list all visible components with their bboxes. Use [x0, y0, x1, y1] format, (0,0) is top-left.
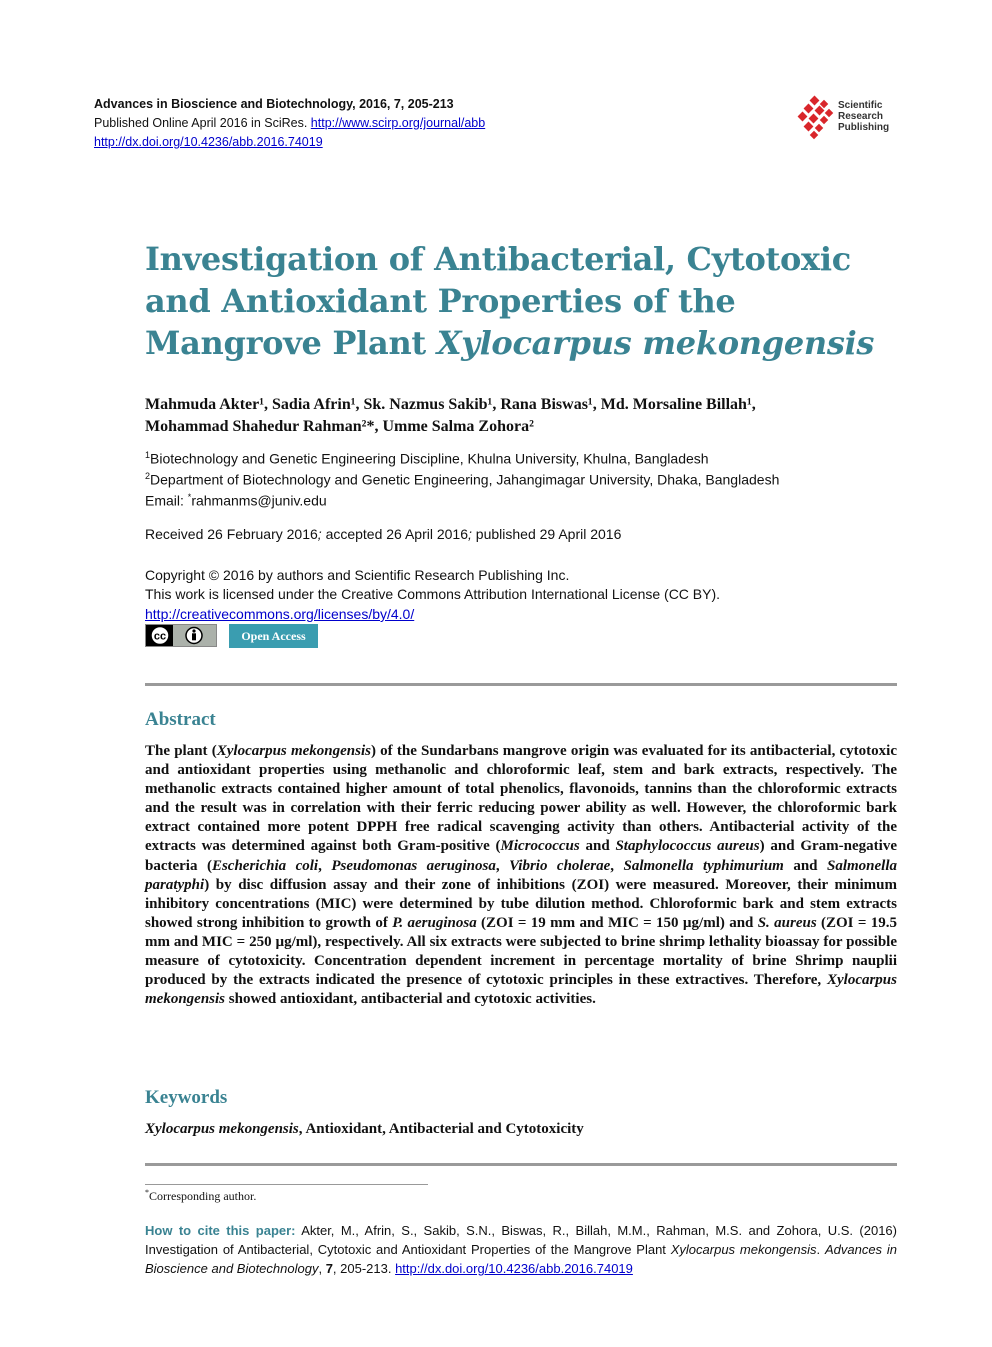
- abstract-heading: Abstract: [145, 709, 216, 730]
- publication-dates: [145, 526, 621, 542]
- cc-by-icon: [146, 625, 216, 646]
- footnote-text: Corresponding author.: [149, 1189, 257, 1203]
- section-divider: [145, 1163, 897, 1166]
- affiliation-2: [145, 467, 779, 489]
- author-list: [145, 394, 905, 438]
- title-line-1: Investigation of Antibacterial, Cytotoxic: [145, 240, 851, 278]
- publisher-name: [838, 100, 889, 133]
- publisher-logo: [797, 95, 907, 145]
- license-url-line: [145, 604, 414, 624]
- affiliation-1: [145, 446, 709, 468]
- affiliation-1-number: 1: [145, 450, 151, 460]
- footnote-rule: [145, 1184, 428, 1185]
- title-line-2: and Antioxidant Properties of the: [145, 282, 736, 320]
- citation-volume: 7: [325, 1261, 333, 1276]
- authors-line-2: Mohammad Shahedur Rahman²*, Umme Salma Zohora²: [145, 418, 534, 435]
- affiliation-2-text: Department of Biotechnology and Genetic Engineering, Jahangimagar University, Dhaka, Bangladesh: [150, 471, 780, 488]
- keywords-rest: , Antioxidant, Antibacterial and Cytotoxicity: [298, 1121, 584, 1137]
- cc-badge-text: cc: [153, 630, 167, 643]
- title-line-3: [145, 322, 905, 364]
- affiliation-2-number: 2: [145, 471, 151, 481]
- citation-doi-link[interactable]: http://dx.doi.org/10.4236/abb.2016.74019: [395, 1261, 633, 1276]
- email-mark: *: [187, 492, 192, 502]
- license-url-link[interactable]: http://creativecommons.org/licenses/by/4.0/: [145, 606, 415, 622]
- section-divider: [145, 683, 897, 686]
- cc-by-badge[interactable]: [145, 624, 217, 647]
- authors-line-1: Mahmuda Akter¹, Sadia Afrin¹, Sk. Nazmus Sakib¹, Rana Biswas¹, Md. Morsaline Billah¹,: [145, 396, 756, 413]
- affiliation-1-text: Biotechnology and Genetic Engineering Discipline, Khulna University, Khulna, Bangladesh: [150, 450, 709, 467]
- citation-block: How to cite this paper: Akter, M., Afrin, S., Sakib, S.N., Biswas, R., Billah, M.M., Rahman, M.S. and Zohora, U.S. (2016) Investigation of Antibacterial, Cytotoxic and Antioxidant Properties of the Mangrove Plant Xylocarpus mekongensis. Advances in Bioscience and Biotechnology, 7, 205-213. http://dx.doi.org/10.4236/abb.2016.74019: [145, 1223, 897, 1276]
- published-online-line: [94, 114, 485, 133]
- paper-title: [145, 238, 905, 364]
- open-access-badge[interactable]: Open Access: [229, 624, 318, 648]
- published-date: published 29 April 2016: [475, 526, 622, 542]
- license-line: This work is licensed under the Creative Commons Attribution International License (CC BY).: [145, 586, 721, 602]
- date-separator: ;: [317, 526, 326, 542]
- publisher-name-line1: Scientific: [838, 100, 883, 111]
- publisher-name-line3: Publishing: [838, 122, 890, 133]
- received-date: Received 26 February 2016: [145, 526, 318, 542]
- title-line-3-plain: Mangrove Plant: [145, 324, 437, 362]
- abstract-body: The plant (Xylocarpus mekongensis) of the Sundarbans mangrove origin was evaluated for its antibacterial, cytotoxic and antioxidant properties using methanolic and chloroformic leaf, stem and bark extracts, respectively. The methanolic extracts contained higher amount of total phenolics, flavonoids, tannins than the chloroformic extracts and the result was in correlation with their ferric reducing power ability as well. However, the chloroformic bark extract contained more potent DPPH free radical scavenging activity than others. Antibacterial activity of the extracts was determined against both Gram-positive (Micrococcus and Staphylococcus aureus) and Gram-negative bacteria (Escherichia coli, Pseudomonas aeruginosa, Vibrio cholerae, Salmonella typhimurium and Salmonella paratyphi) by disc diffusion assay and their zone of inhibitions (ZOI) were measured. Moreover, their minimum inhibitory concentrations (MIC) were determined by tube dilution method. Chloroformic bark and stem extracts showed strong inhibition to growth of P. aeruginosa (ZOI = 19 mm and MIC = 150 µg/ml) and S. aureus (ZOI = 19.5 mm and MIC = 250 µg/ml), respectively. All six extracts were subjected to brine shrimp lethality bioassay for possible measure of cytotoxicity. Concentration dependent increment in percentage mortality of brine Shrimp nauplii produced by the extracts indicated the presence of cytotoxic principles in these extractives. Therefore, Xylocarpus mekongensis showed antioxidant, antibacterial and cytotoxic activities.: [145, 743, 898, 1008]
- doi-line: [94, 133, 323, 152]
- accepted-date: accepted 26 April 2016: [325, 526, 469, 542]
- diamond-cluster-icon: [797, 95, 837, 141]
- published-prefix: Published Online April 2016 in SciRes.: [94, 116, 311, 130]
- keywords-list: [145, 1121, 897, 1138]
- email-address[interactable]: rahmanms@juniv.edu: [191, 492, 327, 509]
- keywords-heading: Keywords: [145, 1087, 228, 1108]
- date-separator: ;: [468, 526, 476, 542]
- corresponding-author-note: [145, 1188, 256, 1204]
- journal-citation: Advances in Bioscience and Biotechnology, 2016, 7, 205-213: [94, 97, 454, 111]
- footnote-mark: *: [145, 1188, 149, 1197]
- journal-url-link[interactable]: http://www.scirp.org/journal/abb: [310, 116, 486, 130]
- title-species-name: Xylocarpus mekongensis: [436, 324, 875, 362]
- email-line: [145, 488, 327, 510]
- citation-label: How to cite this paper:: [145, 1223, 296, 1238]
- doi-link[interactable]: http://dx.doi.org/10.4236/abb.2016.74019: [94, 135, 323, 149]
- publisher-name-line2: Research: [838, 111, 884, 122]
- email-label: Email:: [145, 492, 188, 509]
- copyright-line: Copyright © 2016 by authors and Scientific Research Publishing Inc.: [145, 567, 570, 583]
- keyword-species: Xylocarpus mekongensis: [145, 1121, 299, 1137]
